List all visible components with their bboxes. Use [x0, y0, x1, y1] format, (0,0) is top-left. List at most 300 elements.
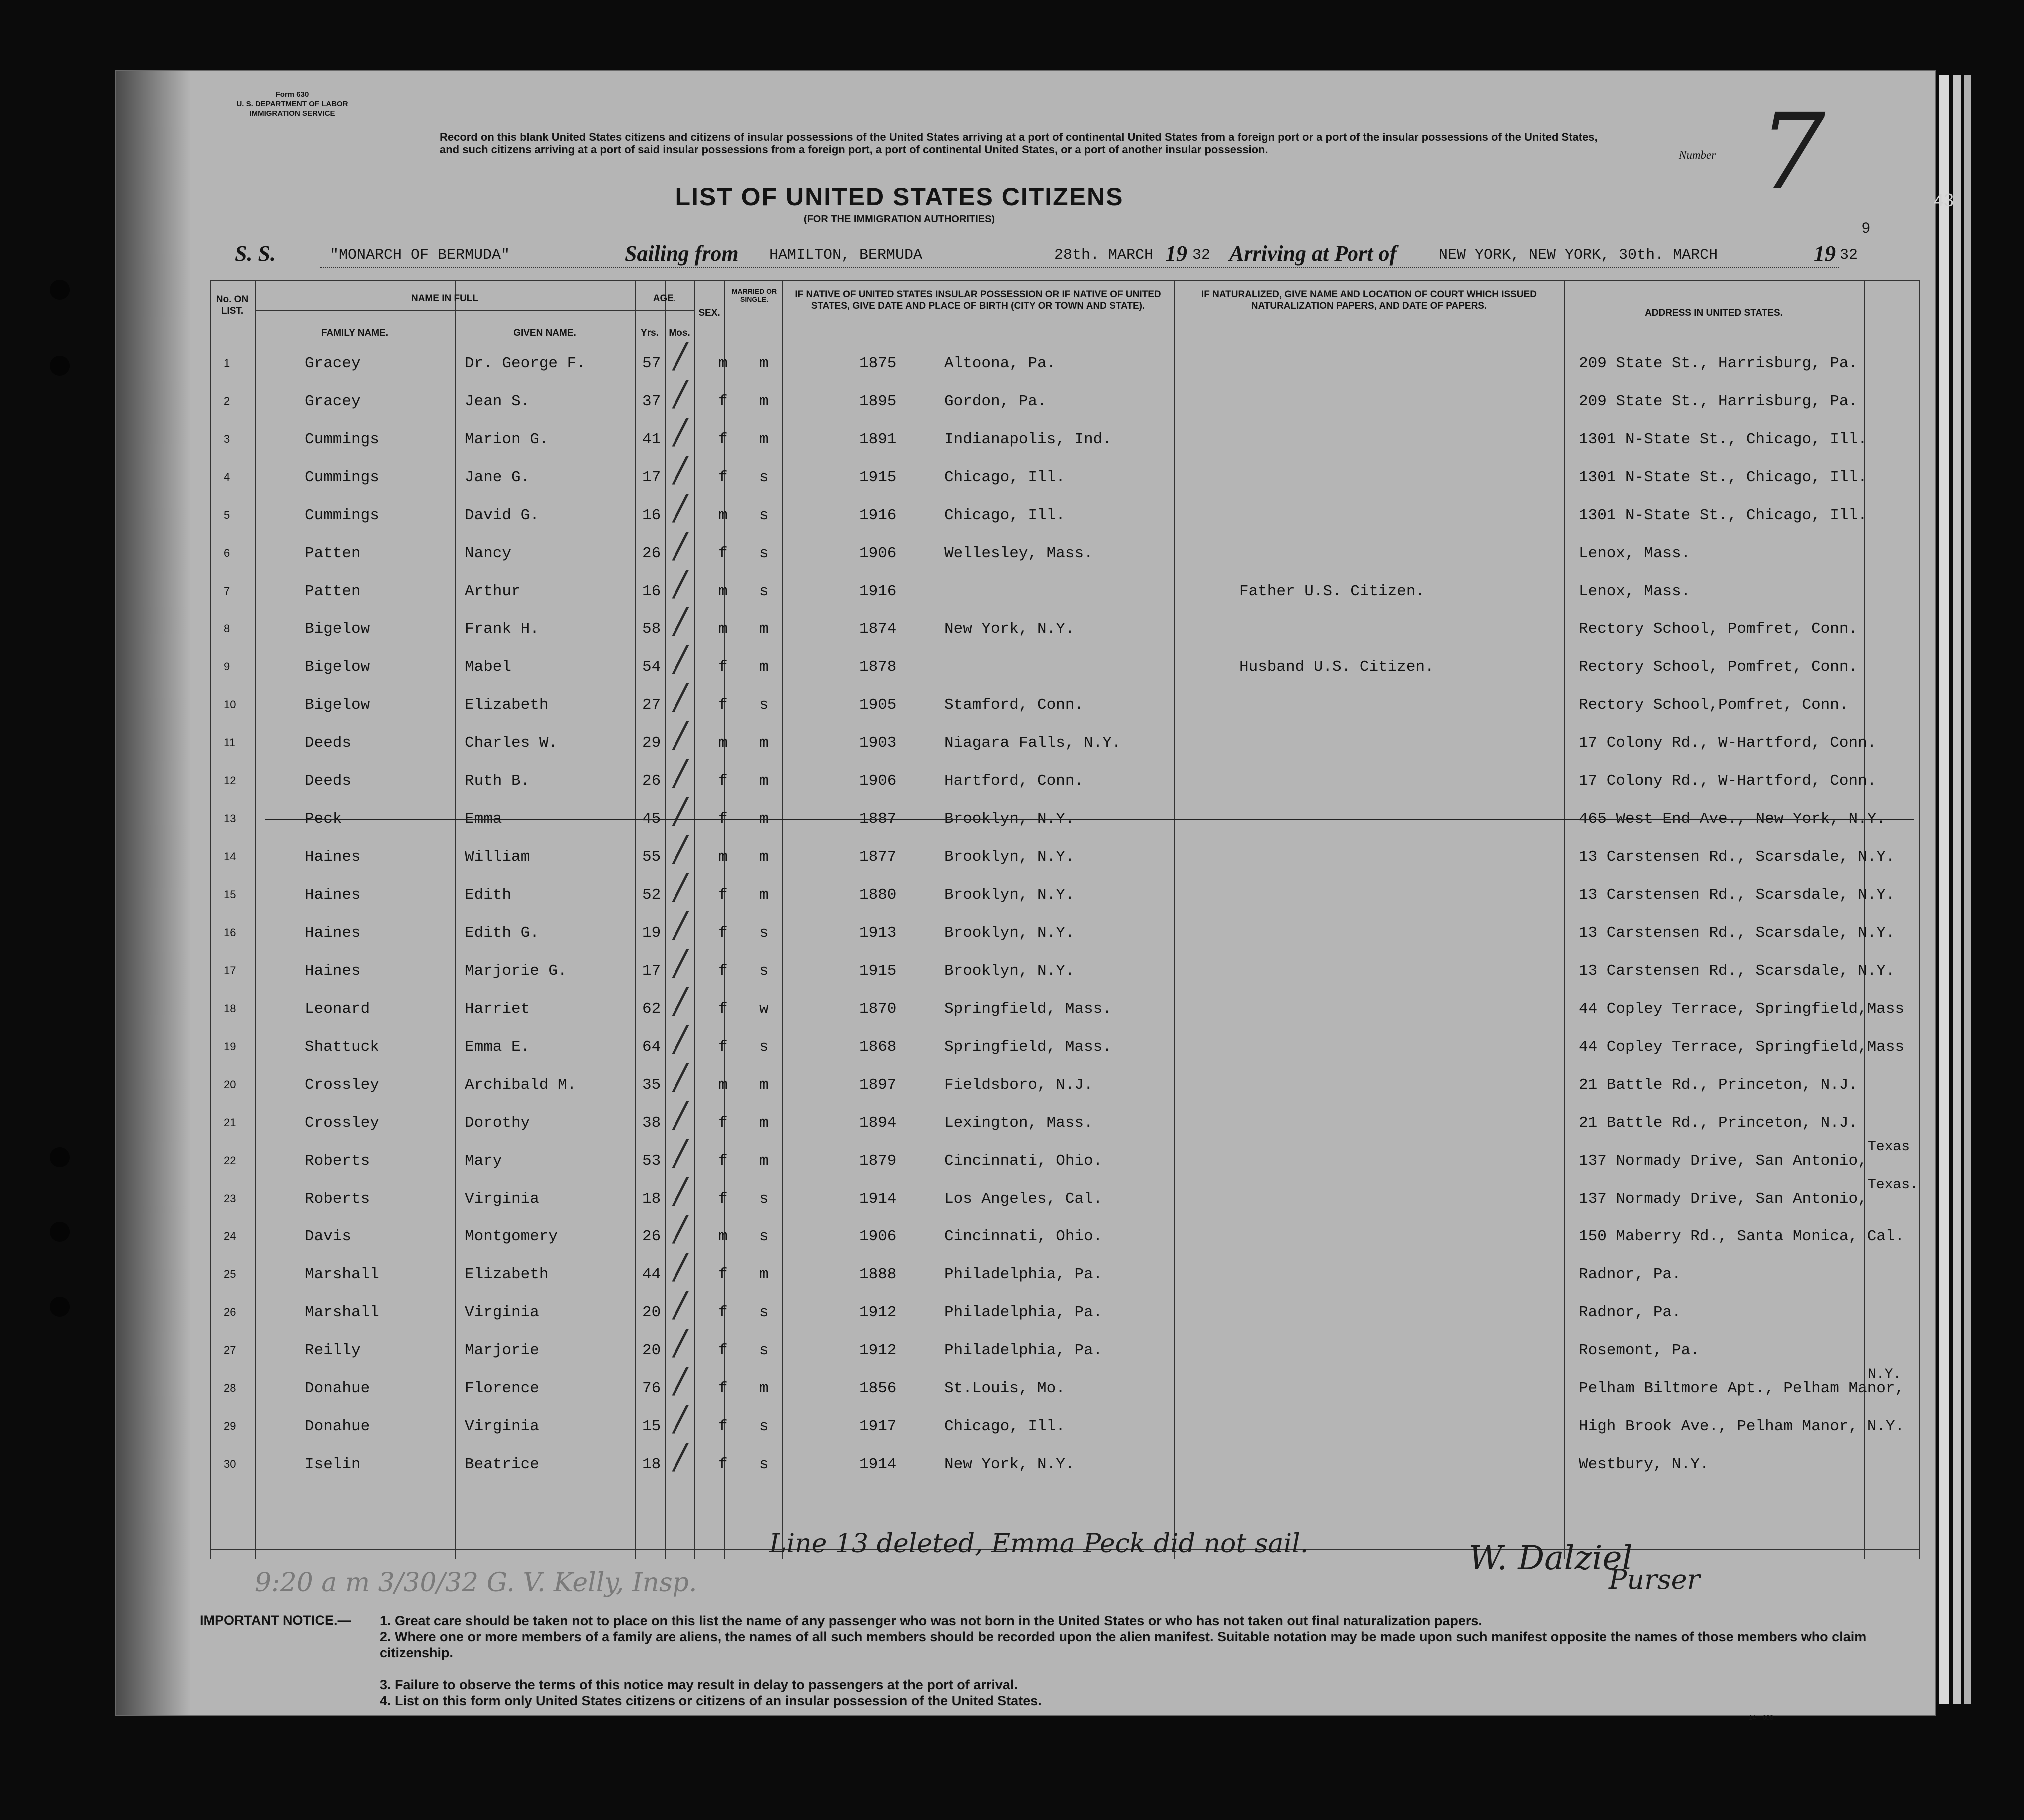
cell-addr: 1301 N-State St., Chicago, Ill. — [1579, 507, 1867, 524]
cell-place: Stamford, Conn. — [944, 696, 1084, 714]
cell-addr: 1301 N-State St., Chicago, Ill. — [1579, 431, 1867, 448]
cell-family: Cummings — [305, 469, 379, 486]
list-number: 7 — [1759, 91, 1826, 213]
cell-ms: s — [759, 507, 769, 524]
page-title: LIST OF UNITED STATES CITIZENS — [675, 183, 1124, 211]
cell-year: 1880 — [859, 886, 897, 904]
cell-given: Mary — [465, 1152, 502, 1170]
cell-sex: f — [718, 658, 728, 676]
column-line — [782, 280, 783, 1559]
cell-ms: s — [759, 1228, 769, 1245]
cell-no: 25 — [224, 1268, 236, 1280]
cell-place: Springfield, Mass. — [944, 1000, 1112, 1018]
cell-no: 9 — [224, 660, 230, 673]
cell-sex: f — [718, 1000, 728, 1018]
column-line — [455, 280, 456, 1559]
cell-given: Arthur — [465, 583, 521, 600]
cell-yrs: 37 — [642, 393, 661, 410]
cell-place: Lexington, Mass. — [944, 1114, 1093, 1132]
deleted-row-strike — [265, 819, 1914, 820]
check-mark: ∕ — [675, 1360, 686, 1401]
cell-ms: s — [759, 696, 769, 714]
notice-item: 4. List on this form only United States citizens or citizens of an insular possession of the United States. — [380, 1693, 1042, 1708]
cell-place: New York, N.Y. — [944, 620, 1075, 638]
cell-place: Springfield, Mass. — [944, 1038, 1112, 1056]
cell-year: 1912 — [859, 1342, 897, 1359]
cell-year: 1915 — [859, 962, 897, 980]
arriving-label: Arriving at Port of — [1229, 241, 1397, 266]
cell-given: Charles W. — [465, 734, 558, 752]
check-mark: ∕ — [675, 1436, 686, 1477]
cell-family: Patten — [305, 545, 361, 562]
cell-sex: m — [718, 848, 728, 866]
cell-year: 1887 — [859, 810, 897, 828]
cell-sex: f — [718, 1456, 728, 1473]
cell-place: Brooklyn, N.Y. — [944, 810, 1075, 828]
check-mark: ∕ — [675, 1132, 686, 1173]
cell-year: 1915 — [859, 469, 897, 486]
cell-family: Patten — [305, 583, 361, 600]
cell-ms: s — [759, 1342, 769, 1359]
form-caption — [215, 90, 370, 118]
cell-yrs: 26 — [642, 545, 661, 562]
binder-hole — [50, 1222, 70, 1242]
cell-year: 1914 — [859, 1456, 897, 1473]
cell-addr: Pelham Biltmore Apt., Pelham Manor, — [1579, 1380, 1905, 1397]
cell-family: Gracey — [305, 393, 361, 410]
cell-year: 1870 — [859, 1000, 897, 1018]
cell-addr: Lenox, Mass. — [1579, 545, 1691, 562]
cell-family: Crossley — [305, 1076, 379, 1094]
cell-place: Philadelphia, Pa. — [944, 1266, 1103, 1283]
cell-family: Roberts — [305, 1152, 370, 1170]
cell-yrs: 17 — [642, 962, 661, 980]
cell-no: 18 — [224, 1002, 236, 1015]
cell-addr: 44 Copley Terrace, Springfield,Mass — [1579, 1038, 1905, 1056]
cell-year: 1879 — [859, 1152, 897, 1170]
purser-signature: W. Dalziel — [1469, 1539, 1633, 1577]
cell-year: 1891 — [859, 431, 897, 448]
cell-no: 22 — [224, 1154, 236, 1167]
cell-addr: 465 West End Ave., New York, N.Y. — [1579, 810, 1886, 828]
cell-sex: f — [718, 772, 728, 790]
cell-family: Donahue — [305, 1418, 370, 1435]
cell-addr: Radnor, Pa. — [1579, 1266, 1681, 1283]
cell-ms: w — [759, 1000, 769, 1018]
cell-addr: 150 Maberry Rd., Santa Monica, Cal. — [1579, 1228, 1905, 1245]
cell-yrs: 20 — [642, 1342, 661, 1359]
cell-year: 1877 — [859, 848, 897, 866]
cell-given: Jane G. — [465, 469, 530, 486]
check-mark: ∕ — [675, 676, 686, 717]
check-mark: ∕ — [675, 1056, 686, 1097]
column-line — [1919, 280, 1920, 1559]
cell-ms: m — [759, 1152, 769, 1170]
cell-family: Shattuck — [305, 1038, 379, 1056]
check-mark: ∕ — [675, 790, 686, 831]
cell-ms: m — [759, 355, 769, 372]
cell-addr: 17 Colony Rd., W-Hartford, Conn. — [1579, 772, 1877, 790]
cell-addr: High Brook Ave., Pelham Manor, N.Y. — [1579, 1418, 1905, 1435]
cell-addr: Rectory School, Pomfret, Conn. — [1579, 658, 1858, 676]
cell-no: 1 — [224, 357, 230, 369]
header-age: AGE. — [653, 293, 676, 304]
service: IMMIGRATION SERVICE — [249, 109, 335, 118]
check-mark: ∕ — [675, 1246, 686, 1287]
cell-family: Davis — [305, 1228, 352, 1245]
cell-sex: m — [718, 583, 728, 600]
cell-yrs: 64 — [642, 1038, 661, 1056]
cell-yrs: 35 — [642, 1076, 661, 1094]
cell-no: 8 — [224, 622, 230, 635]
cell-sex: m — [718, 620, 728, 638]
cell-addr: Radnor, Pa. — [1579, 1304, 1681, 1321]
cell-given: Elizabeth — [465, 1266, 549, 1283]
cell-sex: f — [718, 886, 728, 904]
cell-given: Dorothy — [465, 1114, 530, 1132]
cell-addr: 1301 N-State St., Chicago, Ill. — [1579, 469, 1867, 486]
voyage-rule — [320, 267, 1839, 268]
cell-ms: m — [759, 1076, 769, 1094]
number-label: Number — [1679, 149, 1716, 161]
cell-given: Ruth B. — [465, 772, 530, 790]
cell-place: Fieldsboro, N.J. — [944, 1076, 1093, 1094]
cell-family: Gracey — [305, 355, 361, 372]
record-instructions: Record on this blank United States citizens and citizens of insular possessions of the United States arriving at a port of continental United States from a foreign port or a port of the insular possessions of the United States, and such citizens arriving at a port of said insular possessions from a foreign port, a port of continental United States, or a port of another insular possession. — [440, 131, 1598, 156]
departure-year: 32 — [1192, 247, 1211, 264]
notice-heading: IMPORTANT NOTICE.— — [200, 1613, 351, 1628]
cell-addr: 44 Copley Terrace, Springfield,Mass — [1579, 1000, 1905, 1018]
binder-hole — [50, 1297, 70, 1317]
cell-family: Haines — [305, 924, 361, 942]
check-mark: ∕ — [675, 487, 686, 528]
cell-sex: f — [718, 1380, 728, 1397]
cell-place: Brooklyn, N.Y. — [944, 886, 1075, 904]
binder-hole — [50, 356, 70, 376]
cell-year: 1913 — [859, 924, 897, 942]
cell-ms: s — [759, 545, 769, 562]
cell-ms: s — [759, 1190, 769, 1208]
cell-ms: s — [759, 469, 769, 486]
cell-year: 1906 — [859, 545, 897, 562]
check-mark: ∕ — [675, 1018, 686, 1059]
cell-sex: f — [718, 431, 728, 448]
cell-ms: s — [759, 1456, 769, 1473]
cell-yrs: 18 — [642, 1456, 661, 1473]
check-mark: ∕ — [675, 449, 686, 490]
cell-year: 1903 — [859, 734, 897, 752]
cell-yrs: 41 — [642, 431, 661, 448]
cell-yrs: 16 — [642, 583, 661, 600]
cell-yrs: 16 — [642, 507, 661, 524]
cell-sex: f — [718, 924, 728, 942]
departure-port: HAMILTON, BERMUDA — [769, 247, 923, 264]
cell-addr: 209 State St., Harrisburg, Pa. — [1579, 355, 1858, 372]
cell-no: 16 — [224, 926, 236, 939]
ss-label: S. S. — [235, 241, 276, 266]
cell-year: 1868 — [859, 1038, 897, 1056]
arrival-year: 32 — [1840, 247, 1858, 264]
cell-place: St.Louis, Mo. — [944, 1380, 1065, 1397]
cell-yrs: 57 — [642, 355, 661, 372]
cell-yrs: 26 — [642, 1228, 661, 1245]
check-mark: ∕ — [675, 866, 686, 907]
cell-sex: f — [718, 1190, 728, 1208]
check-mark: ∕ — [675, 752, 686, 793]
sailing-label: Sailing from — [625, 241, 739, 266]
cell-yrs: 58 — [642, 620, 661, 638]
cell-no: 4 — [224, 471, 230, 483]
cell-addr: Rosemont, Pa. — [1579, 1342, 1700, 1359]
cell-given: Edith G. — [465, 924, 539, 942]
cell-given: Florence — [465, 1380, 539, 1397]
cell-family: Roberts — [305, 1190, 370, 1208]
cell-no: 15 — [224, 888, 236, 901]
arrival-year-prefix: 19 — [1814, 241, 1836, 266]
cell-year: 1878 — [859, 658, 897, 676]
cell-yrs: 17 — [642, 469, 661, 486]
cell-given: Marjorie G. — [465, 962, 567, 980]
cell-given: Montgomery — [465, 1228, 558, 1245]
cell-no: 2 — [224, 395, 230, 407]
cell-no: 14 — [224, 850, 236, 863]
header-mos: Mos. — [669, 328, 690, 338]
cell-addr2: Texas. — [1868, 1177, 1918, 1193]
cell-no: 10 — [224, 698, 236, 711]
cell-yrs: 44 — [642, 1266, 661, 1283]
cell-ms: s — [759, 962, 769, 980]
cell-given: Frank H. — [465, 620, 539, 638]
header-name_in_full: NAME IN FULL — [411, 293, 479, 304]
check-mark: ∕ — [675, 904, 686, 945]
cell-addr: Rectory School,Pomfret, Conn. — [1579, 696, 1849, 714]
sheet-number: 43 — [1934, 190, 1954, 210]
cell-yrs: 52 — [642, 886, 661, 904]
cell-place: Chicago, Ill. — [944, 469, 1065, 486]
column-line — [255, 280, 256, 1559]
check-mark: ∕ — [675, 1094, 686, 1135]
cell-family: Bigelow — [305, 620, 370, 638]
cell-family: Cummings — [305, 431, 379, 448]
header-address: ADDRESS IN UNITED STATES. — [1645, 308, 1783, 318]
column-line — [694, 280, 695, 1559]
cell-no: 5 — [224, 509, 230, 521]
cell-sex: m — [718, 1076, 728, 1094]
cell-year: 1917 — [859, 1418, 897, 1435]
cell-place: New York, N.Y. — [944, 1456, 1075, 1473]
cell-addr2: Texas — [1868, 1139, 1910, 1155]
cell-family: Bigelow — [305, 658, 370, 676]
cell-no: 24 — [224, 1230, 236, 1242]
cell-addr: 13 Carstensen Rd., Scarsdale, N.Y. — [1579, 848, 1895, 866]
notice-item: 1. Great care should be taken not to place on this list the name of any passenger who was not born in the United States or who has not taken out final naturalization papers. — [380, 1613, 1482, 1628]
voyage-line — [235, 241, 1864, 271]
cell-given: Nancy — [465, 545, 512, 562]
cell-addr: Westbury, N.Y. — [1579, 1456, 1709, 1473]
cell-no: 29 — [224, 1420, 236, 1432]
name-subrule — [255, 310, 694, 311]
cell-family: Leonard — [305, 1000, 370, 1018]
cell-place: Chicago, Ill. — [944, 507, 1065, 524]
cell-no: 19 — [224, 1040, 236, 1053]
cell-year: 1914 — [859, 1190, 897, 1208]
cell-ms: m — [759, 734, 769, 752]
cell-addr: 13 Carstensen Rd., Scarsdale, N.Y. — [1579, 924, 1895, 942]
cell-no: 21 — [224, 1116, 236, 1129]
footer-code: 14—608 — [1749, 1714, 1774, 1721]
cell-ms: m — [759, 1266, 769, 1283]
cell-addr: 137 Normady Drive, San Antonio, — [1579, 1190, 1867, 1208]
cell-no: 12 — [224, 774, 236, 787]
page-edge — [1953, 75, 1961, 1704]
cell-family: Haines — [305, 848, 361, 866]
cell-given: Beatrice — [465, 1456, 539, 1473]
cell-year: 1906 — [859, 1228, 897, 1245]
cell-place: Chicago, Ill. — [944, 1418, 1065, 1435]
cell-ms: m — [759, 658, 769, 676]
cell-given: Emma — [465, 810, 502, 828]
cell-ms: s — [759, 924, 769, 942]
cell-ms: m — [759, 393, 769, 410]
cell-place: Los Angeles, Cal. — [944, 1190, 1103, 1208]
header-family: FAMILY NAME. — [321, 328, 389, 338]
cell-given: Virginia — [465, 1418, 539, 1435]
cell-addr: Lenox, Mass. — [1579, 583, 1691, 600]
cell-addr: 21 Battle Rd., Princeton, N.J. — [1579, 1076, 1858, 1094]
cell-family: Deeds — [305, 772, 352, 790]
header-naturalized: IF NATURALIZED, GIVE NAME AND LOCATION OF COURT WHICH ISSUED NATURALIZATION PAPERS, AND DATE OF PAPERS. — [1201, 289, 1537, 311]
cell-place: Altoona, Pa. — [944, 355, 1056, 372]
column-line — [1564, 280, 1565, 1559]
cell-nat: Father U.S. Citizen. — [1239, 583, 1425, 600]
cell-year: 1888 — [859, 1266, 897, 1283]
cell-no: 11 — [224, 736, 235, 749]
column-line — [665, 280, 666, 1559]
page-sequence: 9 — [1862, 220, 1870, 236]
cell-family: Reilly — [305, 1342, 361, 1359]
notice-item: 3. Failure to observe the terms of this notice may result in delay to passengers at the port of arrival. — [380, 1677, 1018, 1692]
cell-addr: Rectory School, Pomfret, Conn. — [1579, 620, 1858, 638]
cell-ms: s — [759, 1418, 769, 1435]
departure-year-prefix: 19 — [1165, 241, 1187, 266]
cell-no: 13 — [224, 812, 236, 825]
cell-no: 23 — [224, 1192, 236, 1205]
cell-addr: 17 Colony Rd., W-Hartford, Conn. — [1579, 734, 1877, 752]
cell-given: Virginia — [465, 1304, 539, 1321]
inspector-note: 9:20 a m 3/30/32 G. V. Kelly, Insp. — [255, 1568, 697, 1598]
cell-yrs: 45 — [642, 810, 661, 828]
cell-ms: m — [759, 772, 769, 790]
cell-ms: m — [759, 1380, 769, 1397]
binder-hole — [50, 1147, 70, 1167]
passenger-table — [210, 280, 1919, 1559]
cell-no: 3 — [224, 433, 230, 445]
cell-sex: f — [718, 1304, 728, 1321]
cell-ms: s — [759, 1304, 769, 1321]
cell-given: Emma E. — [465, 1038, 530, 1056]
cell-family: Bigelow — [305, 696, 370, 714]
arrival-port: NEW YORK, NEW YORK, 30th. MARCH — [1439, 247, 1718, 264]
cell-given: Virginia — [465, 1190, 539, 1208]
cell-year: 1916 — [859, 583, 897, 600]
cell-given: William — [465, 848, 530, 866]
page-subtitle: (FOR THE IMMIGRATION AUTHORITIES) — [803, 214, 995, 225]
cell-ms: m — [759, 886, 769, 904]
cell-family: Iselin — [305, 1456, 361, 1473]
cell-sex: f — [718, 1152, 728, 1170]
cell-ms: s — [759, 1038, 769, 1056]
check-mark: ∕ — [675, 601, 686, 641]
cell-place: Brooklyn, N.Y. — [944, 848, 1075, 866]
cell-family: Donahue — [305, 1380, 370, 1397]
cell-ms: m — [759, 810, 769, 828]
cell-no: 28 — [224, 1382, 236, 1394]
cell-place: Niagara Falls, N.Y. — [944, 734, 1121, 752]
cell-sex: m — [718, 507, 728, 524]
cell-family: Peck — [305, 810, 342, 828]
check-mark: ∕ — [675, 714, 686, 755]
departure-date: 28th. MARCH — [1054, 247, 1154, 264]
cell-addr: 209 State St., Harrisburg, Pa. — [1579, 393, 1858, 410]
check-mark: ∕ — [675, 1322, 686, 1363]
cell-ms: m — [759, 431, 769, 448]
check-mark: ∕ — [675, 942, 686, 983]
binder-hole — [50, 280, 70, 300]
cell-ms: m — [759, 848, 769, 866]
check-mark: ∕ — [675, 563, 686, 604]
check-mark: ∕ — [675, 638, 686, 679]
cell-given: Mabel — [465, 658, 512, 676]
column-line — [1174, 280, 1175, 1559]
check-mark: ∕ — [675, 828, 686, 869]
cell-yrs: 53 — [642, 1152, 661, 1170]
deletion-note: Line 13 deleted, Emma Peck did not sail. — [769, 1529, 1309, 1559]
header-given: GIVEN NAME. — [513, 328, 576, 338]
page-edge — [1939, 75, 1949, 1704]
cell-no: 26 — [224, 1306, 236, 1318]
cell-sex: m — [718, 734, 728, 752]
header-married: MARRIED OR SINGLE. — [731, 287, 777, 303]
header-no: No. ON LIST. — [216, 294, 249, 316]
cell-given: Dr. George F. — [465, 355, 586, 372]
cell-no: 20 — [224, 1078, 236, 1091]
cell-ms: s — [759, 583, 769, 600]
cell-addr: 137 Normady Drive, San Antonio, — [1579, 1152, 1867, 1170]
purser-title: Purser — [1609, 1564, 1700, 1595]
check-mark: ∕ — [675, 525, 686, 566]
check-mark: ∕ — [675, 335, 686, 376]
cell-family: Cummings — [305, 507, 379, 524]
check-mark: ∕ — [675, 411, 686, 452]
cell-family: Deeds — [305, 734, 352, 752]
cell-sex: f — [718, 469, 728, 486]
cell-sex: f — [718, 810, 728, 828]
column-line — [210, 280, 211, 1559]
cell-addr2: N.Y. — [1868, 1367, 1902, 1382]
page-edge — [1964, 75, 1971, 1704]
cell-addr: 13 Carstensen Rd., Scarsdale, N.Y. — [1579, 886, 1895, 904]
cell-place: Philadelphia, Pa. — [944, 1342, 1103, 1359]
cell-place: Brooklyn, N.Y. — [944, 962, 1075, 980]
cell-given: Archibald M. — [465, 1076, 577, 1094]
cell-no: 30 — [224, 1458, 236, 1470]
header-sex: SEX. — [698, 308, 720, 318]
form-number: Form 630 — [275, 90, 309, 99]
cell-family: Marshall — [305, 1304, 379, 1321]
cell-sex: f — [718, 962, 728, 980]
cell-no: 7 — [224, 585, 230, 597]
cell-yrs: 55 — [642, 848, 661, 866]
